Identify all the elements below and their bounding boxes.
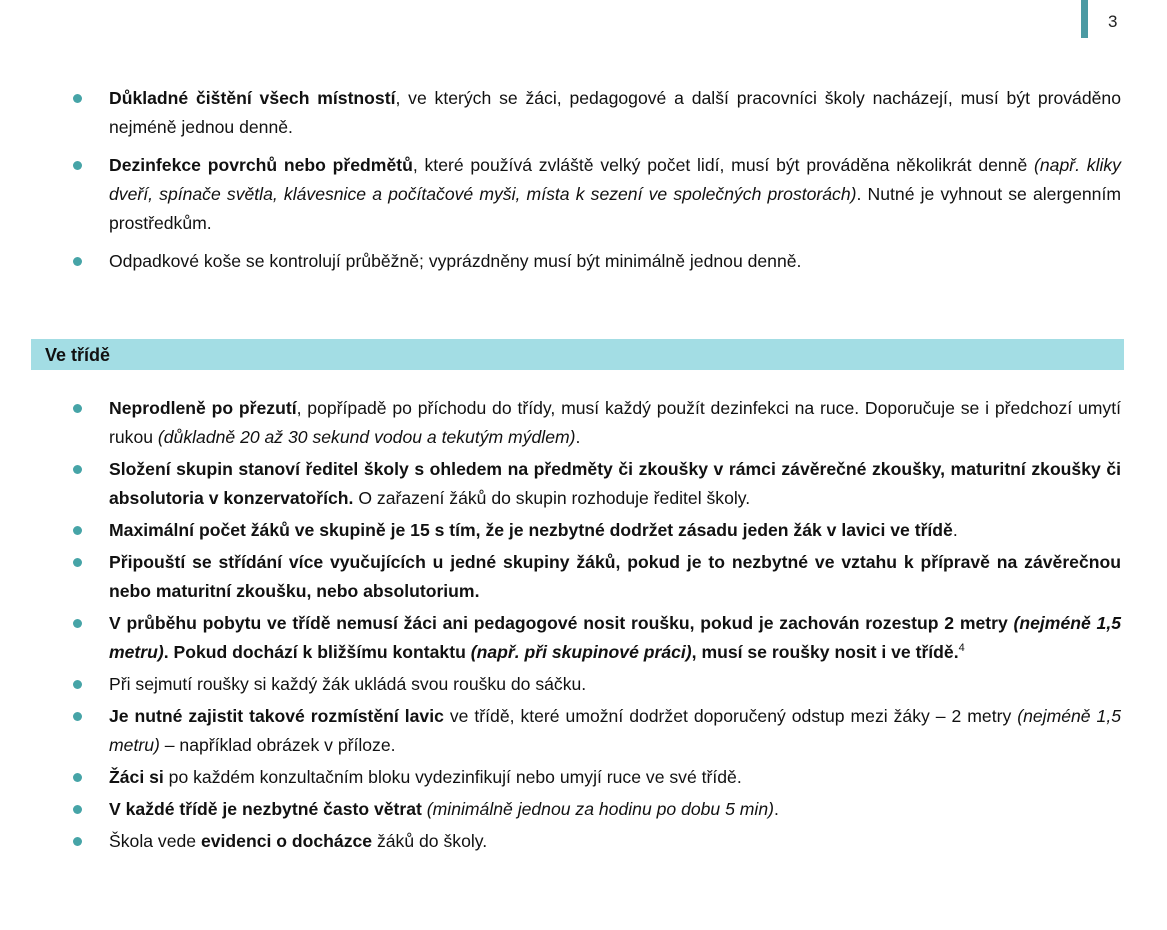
bullet-icon — [73, 619, 82, 628]
section-header-bar — [31, 339, 1124, 370]
item-bold-italic-text: (nejméně 1,5 metru) — [109, 613, 1121, 662]
list-item — [0, 763, 1167, 792]
item-text: žáků do školy. — [372, 831, 488, 851]
item-text: , ve kterých se žáci, pedagogové a další pracovníci školy nacházejí, musí být prováděno nejméně jednou denně. — [109, 88, 1121, 137]
bullet-icon — [73, 837, 82, 846]
bullet-icon — [73, 94, 82, 103]
item-italic-text: (minimálně jednou za hodinu po dobu 5 min) — [426, 799, 774, 819]
bullet-icon — [73, 526, 82, 535]
list-item — [0, 795, 1167, 824]
item-bold-text: Neprodleně po přezutí — [109, 398, 297, 418]
item-text: – například obrázek v příloze. — [159, 735, 396, 755]
item-bold-italic-text: (např. při skupinové práci) — [470, 642, 692, 662]
item-text: O zařazení žáků do skupin rozhoduje ředitel školy. — [353, 488, 751, 508]
hygiene-list — [0, 84, 1167, 285]
item-bold-text: Připouští se střídání více vyučujících u jedné skupiny žáků, pokud je to nezbytné ve vztahu k přípravě na závěrečnou nebo maturitní zkoušku, nebo absolutorium. — [109, 552, 1121, 601]
item-text: Při sejmutí roušky si každý žák ukládá svou roušku do sáčku. — [109, 674, 587, 694]
item-bold-text: V každé třídě je nezbytné často větrat — [109, 799, 422, 819]
item-text: , které používá zvláště velký počet lidí, musí být prováděna několikrát denně — [412, 155, 1035, 175]
section-title: Ve třídě — [45, 345, 111, 365]
bullet-icon — [73, 558, 82, 567]
page-number: 3 — [1108, 12, 1118, 31]
item-italic-text: (nejméně 1,5 metru) — [109, 706, 1122, 755]
list-item — [0, 84, 1167, 142]
bullet-icon — [73, 257, 82, 266]
item-text: . — [773, 799, 779, 819]
footnote-marker: 4 — [958, 642, 965, 655]
list-item — [0, 827, 1167, 856]
item-bold-text: Důkladné čištění všech místností — [109, 88, 396, 108]
item-bold-text: V průběhu pobytu ve třídě nemusí žáci ani pedagogové nosit roušku, pokud je zachován rozestup 2 metry — [109, 613, 1014, 633]
list-item — [0, 151, 1167, 238]
list-item — [0, 670, 1167, 699]
bullet-icon — [73, 161, 82, 170]
item-text: Škola vede — [109, 831, 201, 851]
list-item — [0, 609, 1167, 667]
item-bold-text: Dezinfekce povrchů nebo předmětů — [109, 155, 413, 175]
list-item — [0, 548, 1167, 606]
bullet-icon — [73, 712, 82, 721]
item-text: Odpadkové koše se kontrolují průběžně; vyprázdněny musí být minimálně jednou denně. — [109, 251, 802, 271]
list-item — [0, 394, 1167, 452]
bullet-icon — [73, 805, 82, 814]
list-item — [0, 702, 1167, 760]
item-italic-text: (důkladně 20 až 30 sekund vodou a tekutým mýdlem) — [157, 427, 576, 447]
bullet-icon — [73, 773, 82, 782]
list-item — [0, 516, 1167, 545]
item-text: . Nutné je vyhnout se alergenním prostředkům. — [109, 184, 1121, 233]
item-bold-text: Žáci si — [109, 767, 164, 787]
list-item — [0, 247, 1167, 276]
item-text: . — [575, 427, 581, 447]
item-text: ve třídě, které umožní dodržet doporučený odstup mezi žáky – 2 metry — [443, 706, 1018, 726]
item-bold-text: Je nutné zajistit takové rozmístění lavic — [109, 706, 444, 726]
item-text: . — [952, 520, 958, 540]
bullet-icon — [73, 404, 82, 413]
item-text: , popřípadě po příchodu do třídy, musí každý použít dezinfekci na ruce. Doporučuje se i předchozí umytí rukou — [109, 398, 1121, 447]
item-bold-text: . Pokud dochází k bližšímu kontaktu — [163, 642, 471, 662]
bullet-icon — [73, 680, 82, 689]
item-text: po každém konzultačním bloku vydezinfikují nebo umyjí ruce ve své třídě. — [163, 767, 742, 787]
item-bold-text: Složení skupin stanoví ředitel školy s ohledem na předměty či zkoušky v rámci závěrečné zkoušky, maturitní zkoušky či absolutoria v konzervatořích. — [109, 459, 1121, 508]
item-italic-text: (např. kliky dveří, spínače světla, klávesnice a počítačové myši, místa k sezení ve společných prostorách) — [109, 155, 1121, 204]
item-bold-text: Maximální počet žáků ve skupině je 15 s tím, že je nezbytné dodržet zásadu jeden žák v lavici ve třídě — [109, 520, 953, 540]
classroom-rules-list — [0, 394, 1167, 859]
list-item — [0, 455, 1167, 513]
bullet-icon — [73, 465, 82, 474]
header-accent-bar — [1081, 0, 1088, 38]
item-bold-text: , musí se roušky nosit i ve třídě. — [691, 642, 959, 662]
item-bold-text: evidenci o docházce — [200, 831, 373, 851]
